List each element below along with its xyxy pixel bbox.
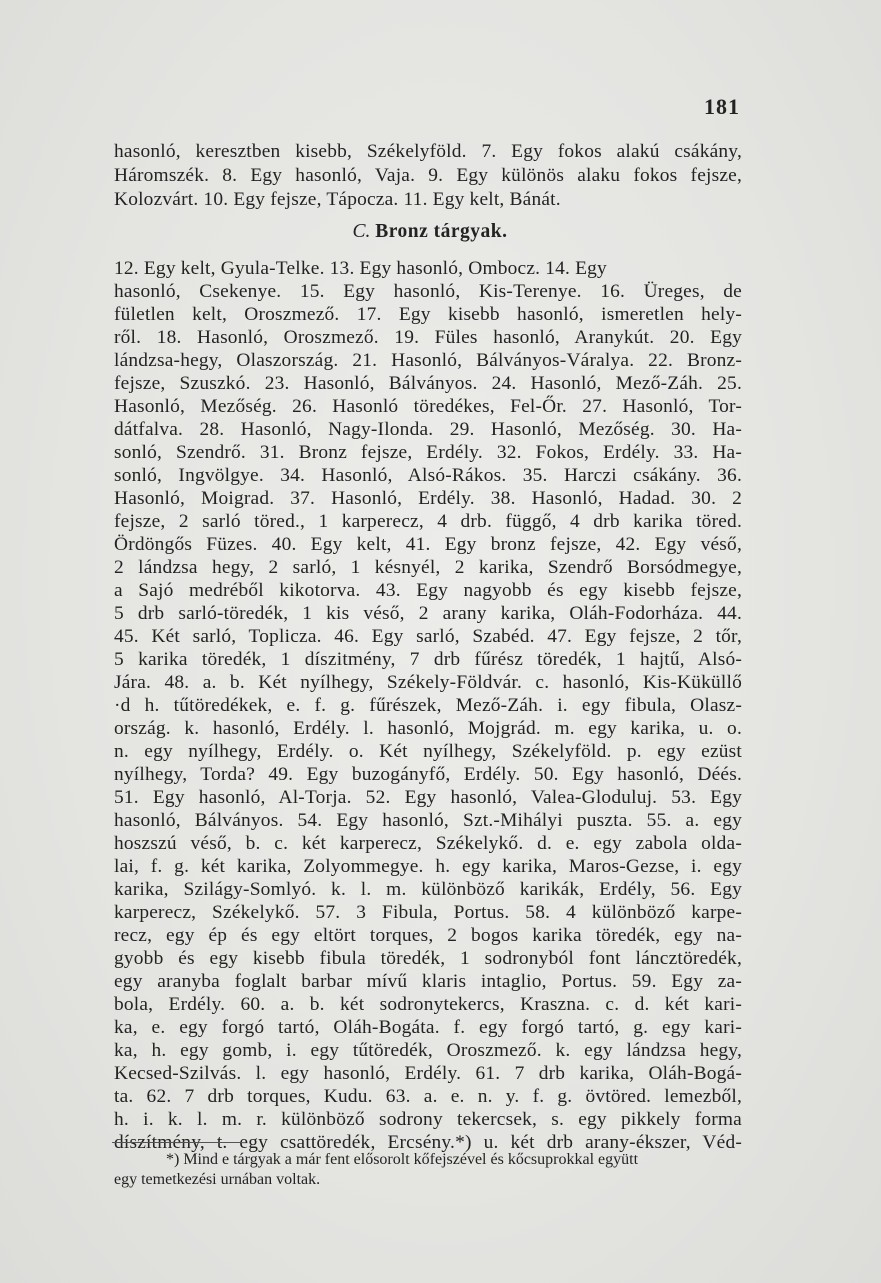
- text-line: 2 lándzsa hegy, 2 sarló, 1 késnyél, 2 karika, Szendrő Borsódmegye,: [114, 557, 742, 578]
- text-line: hasonló, keresztben kisebb, Székelyföld. 7. Egy fokos alakú csákány,: [114, 141, 742, 162]
- text-line: dátfalva. 28. Hasonló, Nagy-Ilonda. 29. Hasonló, Mezőség. 30. Ha-: [114, 419, 742, 440]
- section-title: Bronz tárgyak.: [375, 221, 508, 242]
- text-line: Kecsed-Szilvás. l. egy hasonló, Erdély. 61. 7 drb karika, Oláh-Bogá-: [114, 1063, 742, 1084]
- text-line: hasonló, Bálványos. 54. Egy hasonló, Szt.-Mihályi puszta. 55. a. egy: [114, 810, 742, 831]
- text-line: Hasonló, Mezőség. 26. Hasonló töredékes, Fel-Őr. 27. Hasonló, Tor-: [114, 396, 742, 417]
- text-line: nyílhegy, Torda? 49. Egy buzogányfő, Erdély. 50. Egy hasonló, Déés.: [114, 764, 742, 785]
- text-line: hoszszú véső, b. c. két karperecz, Székelykő. d. e. egy zabola olda-: [114, 833, 742, 854]
- page-number: 181: [704, 94, 740, 119]
- text-line: Kolozvárt. 10. Egy fejsze, Tápocza. 11. Egy kelt, Bánát.: [114, 189, 561, 210]
- text-line: n. egy nyílhegy, Erdély. o. Két nyílhegy, Székelyföld. p. egy ezüst: [114, 741, 742, 762]
- text-line: 12. Egy kelt, Gyula-Telke. 13. Egy hasonló, Ombocz. 14. Egy: [114, 258, 607, 279]
- text-line: ország. k. hasonló, Erdély. l. hasonló, Mojgrád. m. egy karika, u. o.: [114, 718, 742, 739]
- section-heading: [300, 220, 560, 244]
- text-line: lándzsa-hegy, Olaszország. 21. Hasonló, Bálványos-Váralya. 22. Bronz-: [114, 350, 742, 371]
- text-line: gyobb és egy kisebb fibula töredék, 1 sodronyból font láncztöredék,: [114, 948, 742, 969]
- text-line: egy aranyba foglalt barbar mívű klaris intaglio, Portus. 59. Egy za-: [114, 971, 742, 992]
- text-line: karperecz, Székelykő. 57. 3 Fibula, Portus. 58. 4 különböző karpe-: [114, 902, 742, 923]
- text-line: h. i. k. l. m. r. különböző sodrony tekercsek, s. egy pikkely forma: [114, 1109, 742, 1130]
- text-line: fületlen kelt, Oroszmező. 17. Egy kisebb hasonló, ismeretlen hely-: [114, 304, 742, 325]
- text-line: fejsze, Szuszkó. 23. Hasonló, Bálványos. 24. Hasonló, Mező-Záh. 25.: [114, 373, 742, 394]
- text-line: a Sajó medréből kikotorva. 43. Egy nagyobb és egy kisebb fejsze,: [114, 580, 742, 601]
- text-line: 51. Egy hasonló, Al-Torja. 52. Egy hasonló, Valea-Gloduluj. 53. Egy: [114, 787, 742, 808]
- footnote-divider: [112, 1142, 242, 1143]
- text-line: 45. Két sarló, Toplicza. 46. Egy sarló, Szabéd. 47. Egy fejsze, 2 tőr,: [114, 626, 742, 647]
- text-line: ·d h. tűtöredékek, e. f. g. fűrészek, Mező-Záh. i. egy fibula, Olasz-: [114, 695, 742, 716]
- text-line: Ördöngős Füzes. 40. Egy kelt, 41. Egy bronz fejsze, 42. Egy véső,: [114, 534, 742, 555]
- text-line: hasonló, Csekenye. 15. Egy hasonló, Kis-Terenye. 16. Üreges, de: [114, 281, 742, 302]
- text-line: fejsze, 2 sarló töred., 1 karperecz, 4 drb. függő, 4 drb karika töred.: [114, 511, 742, 532]
- text-line: recz, egy ép és egy eltört torques, 2 bogos karika töredék, egy na-: [114, 925, 742, 946]
- footnote-line: egy temetkezési urnában voltak.: [114, 1171, 321, 1188]
- text-line: Háromszék. 8. Egy hasonló, Vaja. 9. Egy különös alaku fokos fejsze,: [114, 165, 742, 186]
- text-line: ka, e. egy forgó tartó, Oláh-Bogáta. f. egy forgó tartó, g. egy kari-: [114, 1017, 742, 1038]
- text-line: 5 drb sarló-töredék, 1 kis véső, 2 arany karika, Oláh-Fodorháza. 44.: [114, 603, 742, 624]
- text-line: sonló, Ingvölgye. 34. Hasonló, Alsó-Rákos. 35. Harczi csákány. 36.: [114, 465, 742, 486]
- section-letter: C.: [352, 221, 371, 242]
- text-line: sonló, Szendrő. 31. Bronz fejsze, Erdély. 32. Fokos, Erdély. 33. Ha-: [114, 442, 742, 463]
- footnote-line: *) Mind e tárgyak a már fent elősorolt kőfejszével és kőcsuprokkal együtt: [166, 1151, 639, 1168]
- text-line: Jára. 48. a. b. Két nyílhegy, Székely-Földvár. c. hasonló, Kis-Küküllő: [114, 672, 742, 693]
- text-line: ta. 62. 7 drb torques, Kudu. 63. a. e. n. y. f. g. övtöred. lemezből,: [114, 1086, 742, 1107]
- text-line: lai, f. g. két karika, Zolyommegye. h. egy karika, Maros-Gezse, i. egy: [114, 856, 742, 877]
- text-line: ről. 18. Hasonló, Oroszmező. 19. Füles hasonló, Aranykút. 20. Egy: [114, 327, 742, 348]
- text-line: karika, Szilágy-Somlyó. k. l. m. különböző karikák, Erdély, 56. Egy: [114, 879, 742, 900]
- text-line: 5 karika töredék, 1 díszitmény, 7 drb fűrész töredék, 1 hajtű, Alsó-: [114, 649, 742, 670]
- text-line: díszítmény, t. egy csattöredék, Ercsény.*) u. két drb arany-ékszer, Véd-: [114, 1132, 742, 1153]
- text-line: bola, Erdély. 60. a. b. két sodronytekercs, Kraszna. c. d. két kari-: [114, 994, 742, 1015]
- text-line: ka, h. egy gomb, i. egy tűtöredék, Oroszmező. k. egy lándzsa hegy,: [114, 1040, 742, 1061]
- text-line: Hasonló, Moigrad. 37. Hasonló, Erdély. 38. Hasonló, Hadad. 30. 2: [114, 488, 742, 509]
